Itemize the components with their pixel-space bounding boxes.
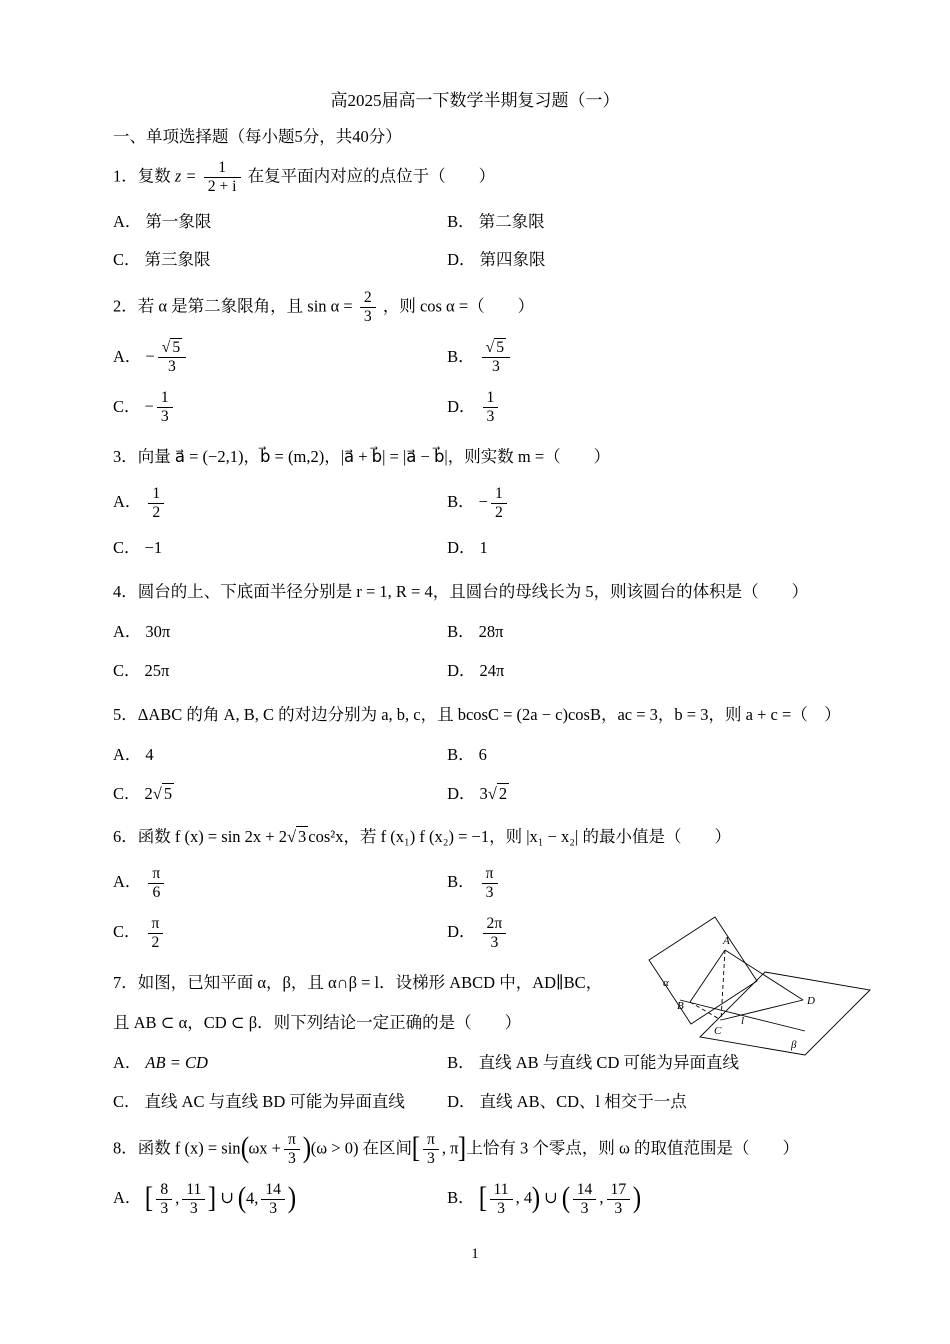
fraction: $\frac{11}{3}$ — [182, 1181, 205, 1218]
minus-sign: − — [145, 346, 155, 366]
q7-option-d — [447, 1092, 687, 1111]
q5-option-c — [113, 782, 443, 807]
option-label: D． — [447, 783, 476, 803]
option-label: C． — [113, 922, 141, 942]
label-a: A — [723, 935, 730, 947]
option-label: B． — [447, 492, 475, 512]
q2-option-d — [447, 389, 501, 426]
fraction-denominator: 3 — [360, 307, 376, 326]
option-label: D． — [447, 396, 476, 416]
q2-stem-post: ，则 cos α =（ ） — [382, 296, 535, 316]
q8-option-b — [447, 1180, 642, 1217]
option-label: C． — [113, 783, 141, 803]
option-text: 4 — [145, 745, 154, 765]
fraction-denominator: 3 — [482, 357, 510, 376]
fraction — [157, 389, 173, 426]
q8-arg-pre: ωx + — [248, 1137, 281, 1157]
q6-option-d — [447, 915, 509, 952]
option-text: 直线 AB、CD、l 相交于一点 — [479, 1091, 687, 1111]
option-text: 30π — [145, 622, 171, 642]
plane-alpha-outline — [649, 917, 757, 1024]
q1-options-row-2 — [113, 248, 895, 274]
fraction-numerator: π — [485, 865, 494, 883]
q1-options-row-1 — [113, 209, 895, 235]
sqrt-radicand: 5 — [163, 783, 173, 803]
q8-mid-2: 上恰有 3 个零点，则 ω 的取值范围是（ ） — [466, 1137, 799, 1157]
option-label: A． — [113, 872, 142, 892]
q4-options-row-1 — [113, 619, 895, 645]
fraction — [148, 865, 164, 902]
section-header: 一、单项选择题（每小题5分，共40分） — [113, 127, 402, 146]
option-text: 25π — [144, 660, 170, 680]
sqrt-radicand: 3 — [298, 827, 307, 847]
option-label: D． — [447, 922, 476, 942]
label-d: D — [807, 995, 815, 1007]
q4-stem — [113, 577, 895, 607]
option-text: 第二象限 — [478, 211, 545, 231]
option-label: C． — [113, 1091, 141, 1111]
fraction-denominator: 2 — [148, 933, 164, 952]
left-bracket: [ — [411, 1132, 421, 1165]
coefficient: 2 — [144, 783, 153, 803]
option-label: C． — [113, 250, 141, 270]
q7-stem-text-1: 7．如图，已知平面 α，β，且 α∩β = l．设梯形 ABCD 中，AD∥BC， — [113, 973, 603, 993]
option-label: D． — [447, 537, 476, 557]
q4-option-d — [447, 661, 504, 680]
option-label: C． — [113, 396, 141, 416]
option-text: 直线 AC 与直线 BD 可能为异面直线 — [144, 1091, 405, 1111]
option-text: 直线 AB 与直线 CD 可能为异面直线 — [478, 1053, 739, 1073]
label-beta: β — [791, 1039, 797, 1051]
option-text: 1 — [479, 537, 488, 557]
left-bracket: [ — [478, 1182, 487, 1215]
fraction — [158, 339, 186, 376]
sqrt-radicand: 5 — [496, 339, 505, 357]
option-label: A． — [113, 1188, 142, 1208]
option-label: D． — [447, 660, 476, 680]
q1-stem — [113, 159, 895, 196]
fraction-denominator: 2 + i — [204, 177, 241, 196]
sqrt-sign: √ — [152, 783, 162, 803]
fraction-denominator: 3 — [423, 1149, 439, 1168]
right-bracket: ] — [458, 1132, 467, 1165]
sqrt — [287, 826, 308, 846]
q2-stem-pre: 2．若 α 是第二象限角，且 sin α = — [113, 296, 353, 316]
q1-stem-post: 在复平面内对应的点位于（ ） — [247, 166, 496, 186]
trapezoid-edge-ab — [690, 950, 725, 1002]
left-paren: ( — [561, 1182, 570, 1215]
fraction-numerator: 2π — [486, 915, 503, 933]
fraction: $\frac{14}{3}$ — [573, 1181, 597, 1218]
q6-option-a — [113, 865, 443, 902]
q8-stem — [113, 1131, 895, 1168]
q6-stem — [113, 822, 895, 852]
q5-options-row-2 — [113, 781, 895, 807]
q4-option-a — [113, 620, 443, 645]
option-label: A． — [113, 492, 142, 512]
fraction-denominator: 3 — [483, 407, 499, 426]
q1-option-d — [447, 250, 545, 269]
fraction — [423, 1131, 439, 1168]
right-paren: ) — [632, 1182, 642, 1215]
fraction-numerator: 1 — [160, 389, 169, 407]
page-title: 高2025届高一下数学半期复习题（一） — [330, 91, 620, 110]
fraction — [482, 339, 510, 376]
comma: , — [599, 1188, 604, 1208]
q1-var: z = — [174, 166, 197, 186]
fraction-numerator — [482, 339, 510, 357]
option-label: C． — [113, 660, 141, 680]
option-text: 第三象限 — [144, 250, 211, 270]
label-alpha: α — [663, 977, 669, 989]
comma: , — [175, 1188, 180, 1208]
q3-stem-text: 3．向量 a⃗ = (−2,1)，b⃗ = (m,2)，|a⃗ + b⃗| = |a⃗ − b⃗|，则实数 m =（ ） — [113, 447, 611, 467]
fraction — [284, 1131, 300, 1168]
option-label: B． — [447, 745, 475, 765]
union-symbol: ∪ — [544, 1188, 558, 1208]
question-3 — [113, 442, 895, 560]
sqrt-sign: √ — [487, 783, 497, 803]
fraction-numerator — [158, 339, 186, 357]
value: , 4 — [515, 1188, 533, 1208]
option-text: −1 — [144, 537, 163, 557]
q8-mid-1: (ω > 0) 在区间 — [310, 1137, 413, 1157]
q4-options-row-2 — [113, 658, 895, 684]
q6-stem-post: cos²x，若 f (x₁) f (x₂) = −1，则 |x₁ − x₂| 的最小值是（ ） — [308, 827, 731, 847]
option-text: 6 — [478, 745, 487, 765]
fraction-numerator: 1 — [486, 389, 495, 407]
q8-options-row-1 — [113, 1181, 895, 1218]
q3-options-row-2 — [113, 535, 895, 561]
q3-options-row-1 — [113, 485, 895, 522]
q1-option-b — [447, 212, 545, 231]
option-text: 第一象限 — [145, 211, 212, 231]
right-paren: ) — [287, 1182, 297, 1215]
fraction-numerator: π — [152, 865, 161, 883]
fraction-denominator: 3 — [284, 1149, 300, 1168]
option-label: A． — [113, 1053, 142, 1073]
fraction — [482, 865, 498, 902]
option-text: 28π — [478, 622, 504, 642]
fraction — [204, 159, 241, 196]
option-label: D． — [447, 1091, 476, 1111]
option-label: B． — [447, 211, 475, 231]
trapezoid-edge-bc — [690, 1002, 721, 1020]
option-text: 第四象限 — [479, 250, 546, 270]
option-label: A． — [113, 745, 142, 765]
q5-options-row-1 — [113, 742, 895, 768]
sqrt-sign: √ — [286, 827, 297, 847]
option-label: B． — [447, 1188, 475, 1208]
option-text: AB = CD — [145, 1053, 208, 1073]
fraction-numerator: π — [151, 915, 160, 933]
q3-option-a — [113, 485, 443, 522]
q6-option-b — [447, 865, 500, 902]
q3-option-c — [113, 536, 443, 561]
label-l: l — [741, 1015, 745, 1027]
right-paren: ) — [531, 1182, 541, 1215]
fraction-denominator: 3 — [158, 357, 186, 376]
fraction: $\frac{11}{3}$ — [490, 1181, 513, 1218]
q4-option-b — [447, 622, 503, 641]
fraction-denominator: 6 — [148, 883, 164, 902]
q5-option-a — [113, 743, 443, 768]
sqrt — [488, 783, 509, 803]
plane-beta-outline — [700, 972, 870, 1055]
fraction-numerator: π — [287, 1130, 296, 1148]
q8-stem-pre: 8．函数 f (x) = sin — [113, 1137, 241, 1157]
question-4 — [113, 577, 895, 684]
question-5 — [113, 700, 895, 807]
q7-stem-text-2: 且 AB ⊂ α，CD ⊂ β．则下列结论一定正确的是（ ） — [113, 1012, 522, 1032]
q5-stem — [113, 700, 895, 730]
q7-option-a — [113, 1051, 443, 1076]
option-label: B． — [447, 872, 475, 892]
question-1 — [113, 159, 895, 273]
page-number: 1 — [471, 1246, 479, 1262]
trapezoid-edge-ad — [725, 950, 803, 1000]
sqrt-sign: √ — [485, 339, 495, 357]
fraction — [483, 389, 499, 426]
right-paren: ) — [302, 1132, 312, 1165]
sqrt — [162, 338, 182, 356]
q4-option-c — [113, 659, 443, 684]
q5-stem-text: 5．ΔABC 的角 A, B, C 的对边分别为 a, b, c，且 bcosC = (2a − c)cosB，ac = 3，b = 3，则 a + c =（ ） — [113, 704, 841, 724]
fraction-numerator: 2 — [363, 289, 372, 307]
option-label: A． — [113, 622, 142, 642]
minus-sign: − — [478, 492, 488, 512]
label-b: B — [677, 1000, 684, 1012]
minus-sign: − — [144, 396, 154, 416]
sqrt — [486, 338, 506, 356]
option-label: B． — [447, 346, 475, 366]
q8-option-a — [113, 1181, 443, 1218]
union-symbol: ∪ — [220, 1188, 235, 1208]
option-label: A． — [113, 346, 142, 366]
sqrt-sign: √ — [161, 339, 171, 357]
sqrt — [153, 783, 174, 803]
left-paren: ( — [240, 1132, 249, 1165]
q1-option-a — [113, 210, 443, 235]
q7-option-c — [113, 1090, 443, 1115]
option-label: A． — [113, 211, 142, 231]
label-c: C — [714, 1025, 722, 1037]
option-label: B． — [447, 1053, 475, 1073]
fraction-denominator: 2 — [148, 503, 164, 522]
coefficient: 3 — [479, 783, 488, 803]
fraction — [491, 485, 507, 522]
q1-option-c — [113, 248, 443, 273]
fraction: $\frac{17}{3}$ — [607, 1181, 631, 1218]
fraction-numerator: 1 — [218, 159, 227, 176]
left-bracket: [ — [145, 1182, 154, 1215]
left-paren: ( — [237, 1182, 247, 1215]
option-label: B． — [447, 622, 475, 642]
trapezoid-diagonal-ac — [721, 950, 725, 1020]
fraction-numerator: 1 — [152, 485, 161, 502]
fraction — [148, 915, 164, 952]
fraction — [148, 485, 164, 522]
fraction-denominator: 3 — [483, 933, 507, 952]
q5-option-b — [447, 745, 487, 764]
option-label: C． — [113, 537, 141, 557]
question-8 — [113, 1131, 895, 1218]
sqrt-radicand: 5 — [172, 339, 181, 357]
q8-interval-comma: , π — [441, 1137, 459, 1157]
q1-stem-pre: 1．复数 — [113, 166, 171, 186]
q3-stem — [113, 442, 895, 472]
q2-option-b — [447, 339, 513, 376]
q3-option-d — [447, 538, 488, 557]
q7-figure — [645, 912, 880, 1064]
q3-option-b — [447, 485, 510, 522]
q6-option-c — [113, 915, 443, 952]
q2-option-c — [113, 389, 443, 426]
trapezoid-edge-cd — [721, 1000, 803, 1020]
option-label: D． — [447, 250, 476, 270]
fraction — [483, 915, 507, 952]
q2-options-row-2 — [113, 389, 895, 426]
sqrt-radicand: 2 — [498, 783, 508, 803]
option-text: 24π — [479, 660, 505, 680]
fraction: $\frac{14}{3}$ — [261, 1181, 285, 1218]
fraction-numerator: 1 — [494, 485, 503, 502]
value: 4, — [245, 1188, 259, 1208]
fraction — [360, 289, 376, 326]
question-2 — [113, 289, 895, 426]
q4-stem-text: 4．圆台的上、下底面半径分别是 r = 1, R = 4，且圆台的母线长为 5，则该圆台的体积是（ ） — [113, 581, 809, 601]
fraction-numerator: π — [426, 1130, 435, 1148]
q7-options-row-2 — [113, 1089, 895, 1115]
q2-option-a — [113, 339, 443, 376]
right-bracket: ] — [208, 1182, 217, 1215]
q5-option-d — [447, 784, 509, 803]
fraction-denominator: 2 — [491, 503, 507, 522]
fraction: $\frac{8}{3}$ — [156, 1181, 172, 1218]
q6-options-row-1 — [113, 865, 895, 902]
fraction-denominator: 3 — [157, 407, 173, 426]
q6-stem-pre: 6．函数 f (x) = sin 2x + 2 — [113, 827, 287, 847]
q2-stem — [113, 289, 895, 326]
q2-options-row-1 — [113, 339, 895, 376]
fraction-denominator: 3 — [482, 883, 498, 902]
